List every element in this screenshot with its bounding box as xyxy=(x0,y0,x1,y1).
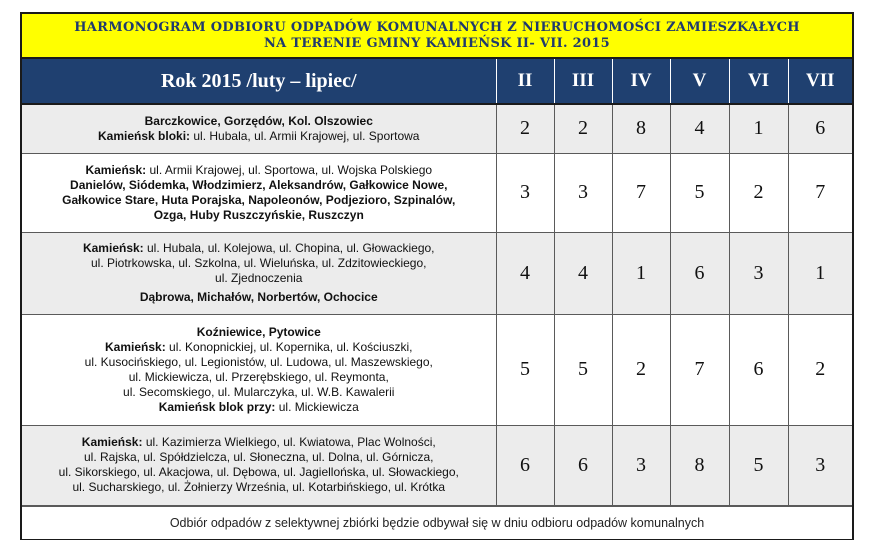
area-line-text: ul. Konopnickiej, ul. Kopernika, ul. Kościuszki, xyxy=(165,339,413,354)
day-cell: 3 xyxy=(612,425,670,505)
area-line xyxy=(26,208,492,223)
area-line xyxy=(26,325,492,340)
area-line-text: ul. Rajska, ul. Spółdzielcza, ul. Słoneczna, ul. Dolna, ul. Górnicza, xyxy=(83,450,434,464)
day-cell: 7 xyxy=(612,153,670,232)
area-line-text: ul. Armii Krajowej, ul. Sportowa, ul. Wojska Polskiego xyxy=(146,162,433,177)
area-line-bold: Kamieńsk: xyxy=(82,241,144,255)
header-label: Rok 2015 /luty – lipiec/ xyxy=(22,59,496,104)
area-line-bold: Dąbrowa, Michałów, Norbertów, Ochocice xyxy=(139,290,378,304)
day-cell: 5 xyxy=(670,153,729,232)
day-cell: 6 xyxy=(729,314,788,425)
header-row xyxy=(22,59,852,104)
area-line-bold: Kamieńsk: xyxy=(105,339,166,354)
area-cell xyxy=(22,153,496,232)
day-cell: 2 xyxy=(496,104,554,153)
area-line xyxy=(26,370,492,385)
day-cell: 7 xyxy=(670,314,729,425)
schedule-frame xyxy=(20,12,854,540)
day-cell: 3 xyxy=(496,153,554,232)
day-cell: 6 xyxy=(788,104,852,153)
table-row xyxy=(22,153,852,232)
day-cell: 2 xyxy=(788,314,852,425)
area-line-text: ul. Hubala, ul. Kolejowa, ul. Chopina, ul. Głowackiego, xyxy=(143,241,435,255)
day-cell: 3 xyxy=(729,232,788,314)
day-cell: 4 xyxy=(496,232,554,314)
area-cell xyxy=(22,425,496,505)
day-cell: 2 xyxy=(729,153,788,232)
area-line xyxy=(26,400,492,415)
area-line xyxy=(26,241,492,256)
month-header: VII xyxy=(788,59,852,104)
day-cell: 1 xyxy=(788,232,852,314)
area-line-text: ul. Sikorskiego, ul. Akacjowa, ul. Dębowa, ul. Jagiellońska, ul. Słowackiego, xyxy=(58,465,459,479)
area-line xyxy=(26,355,492,370)
day-cell: 7 xyxy=(788,153,852,232)
day-cell: 3 xyxy=(554,153,612,232)
month-header: IV xyxy=(612,59,670,104)
day-cell: 8 xyxy=(670,425,729,505)
day-cell: 6 xyxy=(670,232,729,314)
day-cell: 2 xyxy=(612,314,670,425)
day-cell: 4 xyxy=(670,104,729,153)
day-cell: 6 xyxy=(496,425,554,505)
day-cell: 1 xyxy=(729,104,788,153)
area-line xyxy=(26,465,492,480)
day-cell: 4 xyxy=(554,232,612,314)
title-bar xyxy=(22,14,852,59)
day-cell: 1 xyxy=(612,232,670,314)
area-line-bold: Gałkowice Stare, Huta Porajska, Napoleonów, Podjezioro, Szpinalów, xyxy=(62,192,456,207)
area-line xyxy=(26,163,492,178)
area-line-bold: Kamieńsk: xyxy=(85,162,147,177)
area-line xyxy=(26,178,492,193)
title-line-1: HARMONOGRAM ODBIORU ODPADÓW KOMUNALNYCH Z NIERUCHOMOŚCI ZAMIESZKAŁYCH xyxy=(74,19,800,35)
area-line-text: ul. Zjednoczenia xyxy=(215,271,303,285)
month-header: III xyxy=(554,59,612,104)
day-cell: 5 xyxy=(496,314,554,425)
area-line-bold: Kamieńsk: xyxy=(81,435,143,449)
month-header: VI xyxy=(729,59,788,104)
area-line xyxy=(26,340,492,355)
area-line xyxy=(26,290,492,305)
area-line xyxy=(26,435,492,450)
area-line xyxy=(26,450,492,465)
table-row xyxy=(22,232,852,314)
schedule-table xyxy=(22,59,852,506)
table-row xyxy=(22,104,852,153)
area-line-bold: Kamieńsk blok przy: xyxy=(158,399,276,414)
day-cell: 8 xyxy=(612,104,670,153)
table-row xyxy=(22,314,852,425)
area-line-bold: Kamieńsk bloki: xyxy=(98,128,191,143)
day-cell: 5 xyxy=(554,314,612,425)
area-line xyxy=(26,193,492,208)
day-cell: 5 xyxy=(729,425,788,505)
area-line-text: ul. Mickiewicza xyxy=(275,399,359,414)
area-line-bold: Koźniewice, Pytowice xyxy=(196,324,321,339)
area-line-text: ul. Kusocińskiego, ul. Legionistów, ul. Ludowa, ul. Maszewskiego, xyxy=(84,354,433,369)
day-cell: 3 xyxy=(788,425,852,505)
area-cell xyxy=(22,232,496,314)
area-line xyxy=(26,129,492,144)
table-row xyxy=(22,425,852,505)
footer-note: Odbiór odpadów z selektywnej zbiórki będzie odbywał się w dniu odbioru odpadów komunalnych xyxy=(22,506,852,539)
area-line-text: ul. Hubala, ul. Armii Krajowej, ul. Sportowa xyxy=(190,128,420,143)
day-cell: 6 xyxy=(554,425,612,505)
area-line xyxy=(26,480,492,495)
area-line-text: ul. Kazimierza Wielkiego, ul. Kwiatowa, Plac Wolności, xyxy=(142,435,436,449)
area-cell xyxy=(22,104,496,153)
month-header: II xyxy=(496,59,554,104)
area-line-text: ul. Sucharskiego, ul. Żołnierzy Września, ul. Kotarbińskiego, ul. Krótka xyxy=(72,480,446,494)
area-line-bold: Barczkowice, Gorzędów, Kol. Olszowiec xyxy=(144,113,373,128)
month-header: V xyxy=(670,59,729,104)
area-line-bold: Danielów, Siódemka, Włodzimierz, Aleksandrów, Gałkowice Nowe, xyxy=(70,177,448,192)
area-line-text: ul. Mickiewicza, ul. Przerębskiego, ul. Reymonta, xyxy=(128,369,389,384)
area-line xyxy=(26,114,492,129)
area-line xyxy=(26,256,492,271)
area-line xyxy=(26,385,492,400)
area-line-bold: Ozga, Huby Ruszczyńskie, Ruszczyn xyxy=(153,207,364,222)
area-line xyxy=(26,271,492,286)
area-cell xyxy=(22,314,496,425)
footer-table xyxy=(22,506,852,539)
title-line-2: NA TERENIE GMINY KAMIEŃSK II- VII. 2015 xyxy=(263,35,611,51)
area-line-text: ul. Secomskiego, ul. Mularczyka, ul. W.B. Kawalerii xyxy=(123,384,395,399)
day-cell: 2 xyxy=(554,104,612,153)
area-line-text: ul. Piotrkowska, ul. Szkolna, ul. Wieluńska, ul. Zdzitowieckiego, xyxy=(91,256,427,270)
